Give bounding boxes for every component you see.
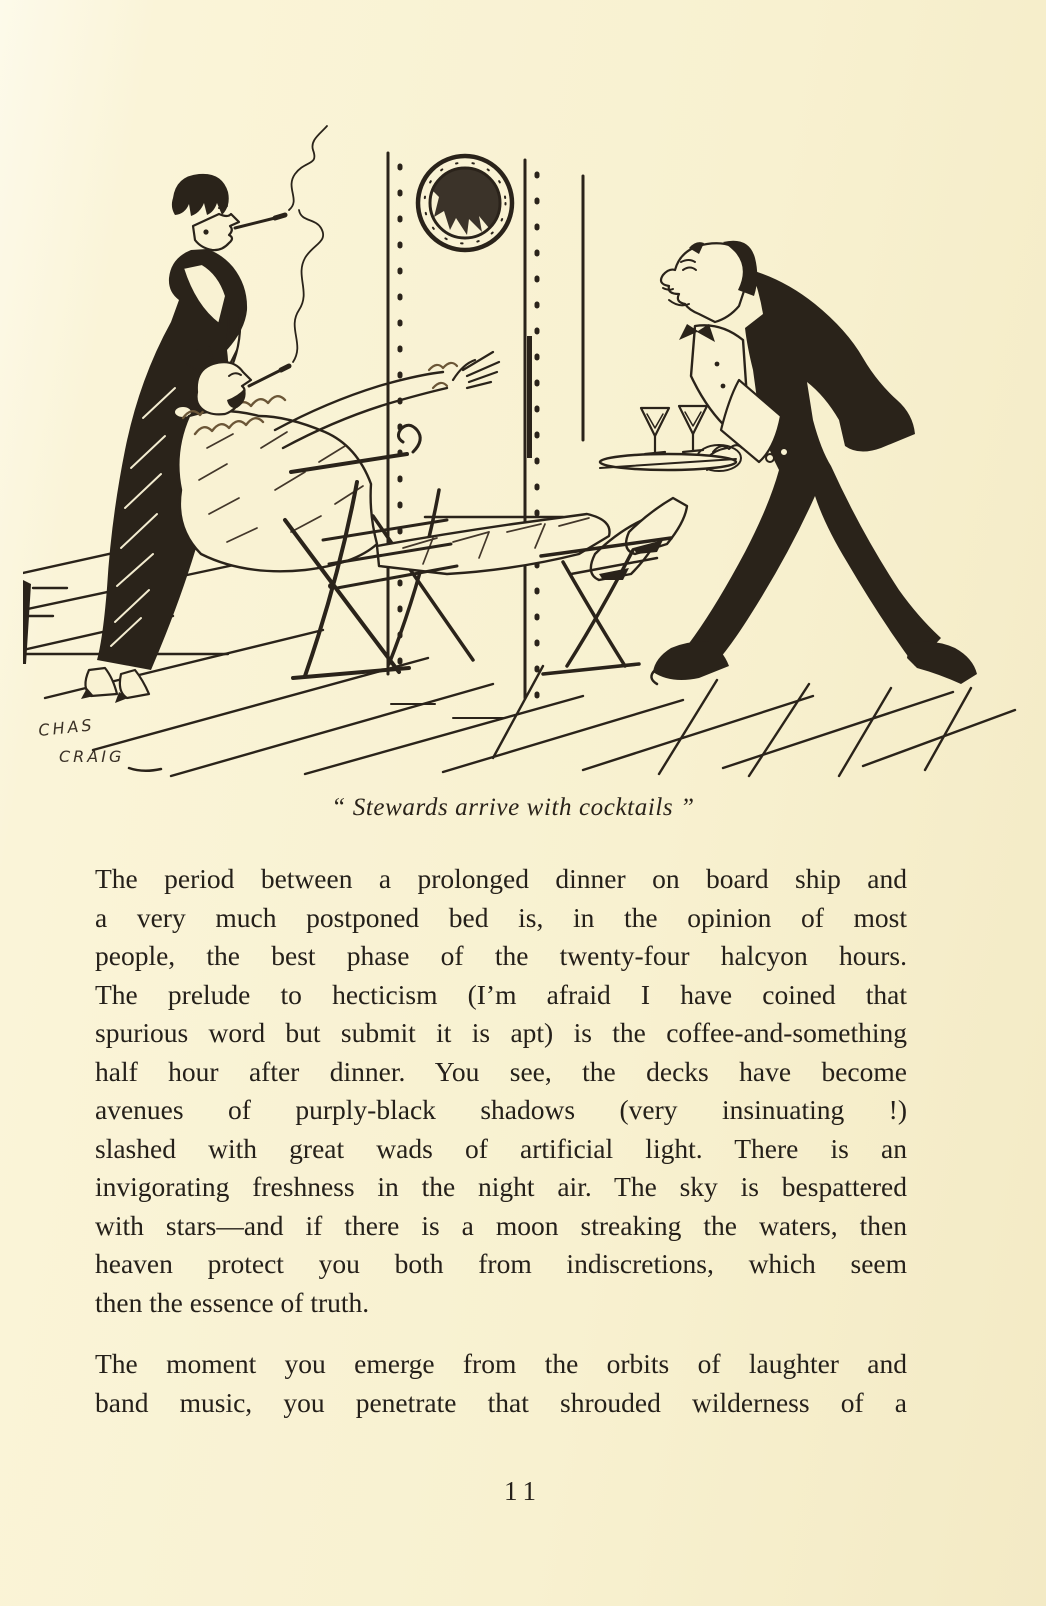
cocktail-tray [600,454,736,470]
man-in-deckchair [178,210,687,678]
cigarette [249,370,281,386]
text-line: with stars—and if there is a moon streaking the waters, then [95,1209,907,1241]
artist-signature [37,715,161,771]
steward-shoe-back [907,642,977,684]
text-line: heaven protect you both from indiscretions, which seem [95,1248,907,1279]
signature-line-1: CHAS [37,715,96,740]
text-line: band music, you penetrate that shrouded wilderness of a [95,1386,907,1418]
text-line: invigorating freshness in the night air. The sky is bespattered [95,1171,907,1202]
ship-wall-panels [388,153,583,698]
paragraph-2 [95,1345,907,1422]
cigarette-smoke [293,210,323,362]
steward-with-cocktails [600,241,977,684]
text-line: The moment you emerge from the orbits of laughter and [95,1348,907,1379]
steward-head [661,243,747,322]
figure-caption: “ Stewards arrive with cocktails ” [331,794,695,821]
text-line: spurious word but submit it is apt) is the coffee-and-something [95,1017,907,1048]
earring [203,229,208,234]
raised-hand [453,352,499,388]
text-line: a very much postponed bed is, in the opinion of most [95,901,907,933]
text-line: slashed with great wads of artificial light. There is an [95,1132,907,1164]
porthole [418,156,512,250]
paragraph-1 [95,860,907,1322]
text-line: The prelude to hecticism (I’m afraid I have coined that [95,978,907,1010]
text-line: people, the best phase of the twenty-four halcyon hours. [95,940,907,971]
cartoon-illustration [23,118,1023,778]
cigarette-smoke [289,126,327,210]
text-line: The period between a prolonged dinner on board ship and [95,863,907,894]
page-body [95,860,907,1422]
page-number: 11 [504,1476,542,1506]
text-line: half hour after dinner. You see, the decks have become [95,1055,907,1087]
signature-line-2: CRAIG [59,747,125,766]
text-line: then the essence of truth. [95,1286,370,1318]
cigarette [235,218,275,228]
text-line: avenues of purply-black shadows (very insinuating !) [95,1094,907,1125]
